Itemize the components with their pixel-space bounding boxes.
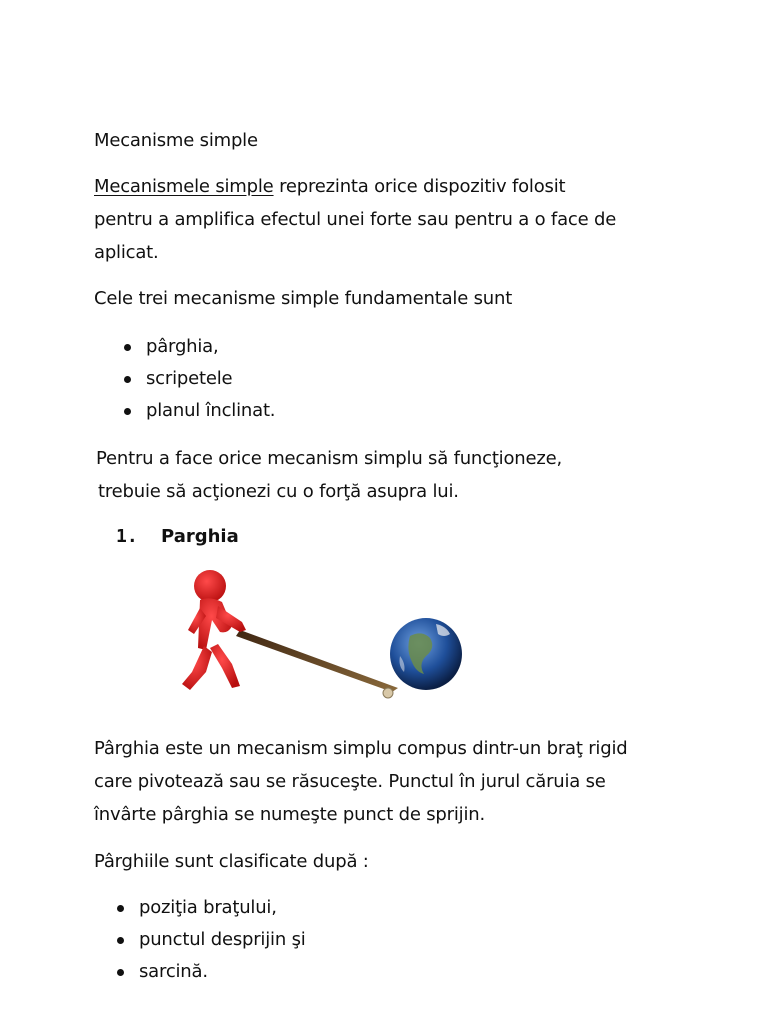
section-1-title: Parghia bbox=[161, 526, 239, 547]
earth-globe bbox=[390, 618, 462, 690]
lever-line-2: care pivotează sau se răsuceşte. Punctul în jurul căruia se bbox=[94, 771, 606, 792]
intro-line-3: aplicat. bbox=[94, 242, 159, 263]
list-bullet bbox=[117, 905, 124, 912]
intro-line-1 bbox=[94, 177, 565, 197]
list-bullet bbox=[124, 408, 131, 415]
list-bullet bbox=[117, 937, 124, 944]
intro-line-2: pentru a amplifica efectul unei forte sau pentru a o face de bbox=[94, 209, 617, 230]
red-figure bbox=[182, 570, 246, 690]
lever-line-1: Pârghia este un mecanism simplu compus dintr-un braţ rigid bbox=[94, 738, 628, 759]
list-item: punctul desprijin şi bbox=[139, 929, 306, 950]
list-bullet bbox=[117, 969, 124, 976]
lever-bar bbox=[236, 630, 398, 692]
force-line-1: Pentru a face orice mecanism simplu să funcţioneze, bbox=[96, 448, 563, 469]
list-item: sarcină. bbox=[139, 961, 208, 982]
list-item: poziţia braţului, bbox=[139, 897, 277, 918]
lever-line-3: învârte pârghia se numeşte punct de sprijin. bbox=[94, 804, 485, 825]
classified-intro: Pârghiile sunt clasificate după : bbox=[94, 851, 369, 872]
list-bullet bbox=[124, 344, 131, 351]
intro-line-1-rest: reprezinta orice dispozitiv folosit bbox=[273, 176, 566, 197]
force-line-2: trebuie să acţionezi cu o forţă asupra lui. bbox=[98, 481, 459, 502]
list-bullet bbox=[124, 376, 131, 383]
pivot-point bbox=[383, 688, 393, 698]
list-item: pârghia, bbox=[146, 336, 219, 357]
section-1-number: 1. bbox=[116, 526, 138, 547]
intro-term: Mecanismele simple bbox=[94, 176, 274, 197]
list-item: scripetele bbox=[146, 368, 233, 389]
lever-illustration bbox=[170, 560, 470, 710]
list-item: planul înclinat. bbox=[146, 400, 276, 421]
fundamental-intro: Cele trei mecanisme simple fundamentale sunt bbox=[94, 288, 513, 309]
document-title: Mecanisme simple bbox=[94, 130, 258, 151]
